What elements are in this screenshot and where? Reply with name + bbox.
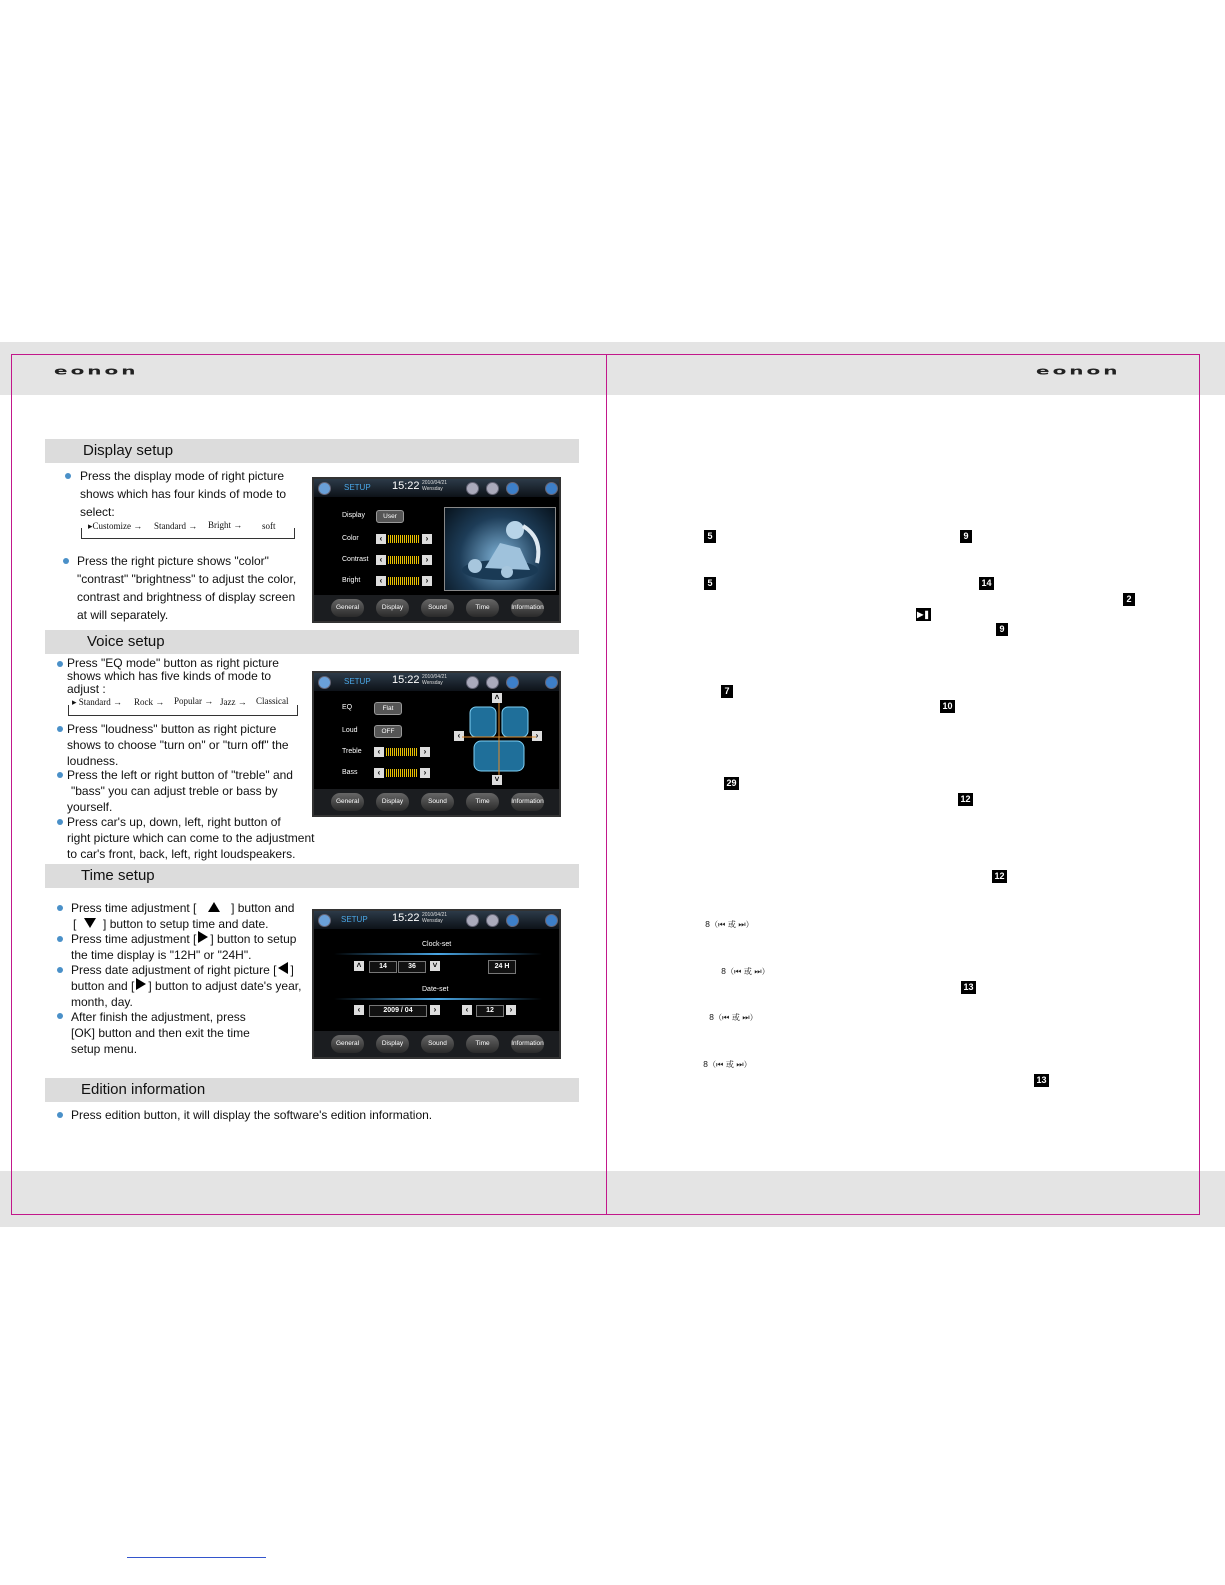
display-setup-screen <box>312 477 561 623</box>
voice-p1-l1: Press "EQ mode" button as right picture <box>67 656 279 670</box>
home-icon[interactable] <box>318 482 331 495</box>
level-bars <box>386 748 418 756</box>
tab-information[interactable]: Information <box>511 793 544 811</box>
home-icon[interactable] <box>318 914 331 927</box>
badge: 10 <box>940 700 955 713</box>
tab-general[interactable]: General <box>331 599 364 617</box>
card-icon[interactable] <box>486 676 499 689</box>
back-icon[interactable] <box>545 482 558 495</box>
right-arrow-icon[interactable]: › <box>422 555 432 565</box>
badge: 13 <box>1034 1074 1049 1087</box>
bass-row-label: Bass <box>342 769 358 776</box>
time-p1-l2: [ ] button to setup time and date. <box>73 917 269 931</box>
display-row-label: Display <box>342 512 365 519</box>
time-p3-l2: button and [ ] button to adjust date's year, <box>71 979 302 993</box>
badge: 9 <box>996 623 1008 636</box>
loud-row-label: Loud <box>342 727 358 734</box>
voice-p3-l3: yourself. <box>67 800 113 814</box>
time-p2-l1: Press time adjustment [ ] button to setup <box>71 932 297 946</box>
tab-general[interactable]: General <box>331 1035 364 1053</box>
voice-mode-0: ▸ Standard → <box>72 697 123 707</box>
hour-up-arrow-icon[interactable]: ˄ <box>354 961 364 971</box>
time-format-button[interactable]: 24 H <box>488 960 516 974</box>
time-setup-heading <box>45 864 579 888</box>
tab-display[interactable]: Display <box>376 599 409 617</box>
down-triangle-icon <box>84 918 96 928</box>
up-triangle-icon <box>208 902 220 912</box>
screen-setup-label: SETUP <box>341 915 368 924</box>
badge: 13 <box>961 981 976 994</box>
right-arrow-icon[interactable]: › <box>420 747 430 757</box>
tab-time[interactable]: Time <box>466 599 499 617</box>
voice-mode-3: Jazz → <box>220 697 247 707</box>
section-title: Edition information <box>81 1081 206 1098</box>
tab-time[interactable]: Time <box>466 1035 499 1053</box>
bullet-icon <box>57 772 63 778</box>
left-arrow-icon[interactable]: ‹ <box>376 534 386 544</box>
bass-slider[interactable] <box>374 768 430 778</box>
date-right-arrow-icon[interactable]: › <box>430 1005 440 1015</box>
level-bars <box>388 535 420 543</box>
screen-date: 2010/04/21 Wensday <box>422 912 448 924</box>
bullet-icon <box>57 819 63 825</box>
disc-icon[interactable] <box>466 482 479 495</box>
right-arrow-icon[interactable]: › <box>422 534 432 544</box>
badge: 7 <box>721 685 733 698</box>
clock-set-label: Clock-set <box>422 941 452 948</box>
voice-mode-4: Classical <box>256 696 289 706</box>
home-icon[interactable] <box>318 676 331 689</box>
section-title: Time setup <box>81 867 155 884</box>
bullet-icon <box>57 967 63 973</box>
voice-p2-l2: shows to choose "turn on" or "turn off" the <box>67 738 289 752</box>
color-row-label: Color <box>342 535 359 542</box>
tab-information[interactable]: Information <box>511 1035 544 1053</box>
date-left-arrow-icon[interactable]: ‹ <box>354 1005 364 1015</box>
sound-setup-screen <box>312 671 561 817</box>
edition-p1: Press edition button, it will display the software's edition information. <box>71 1108 433 1122</box>
contrast-row-label: Contrast <box>342 556 369 563</box>
bright-slider[interactable] <box>376 576 432 586</box>
date-set-label: Date-set <box>422 986 449 993</box>
eq-row-label: EQ <box>342 704 353 711</box>
voice-mode-2: Popular → <box>174 696 214 706</box>
bullet-icon <box>63 558 69 564</box>
card-icon[interactable] <box>486 482 499 495</box>
bullet-icon <box>57 661 63 667</box>
tab-information[interactable]: Information <box>511 599 544 617</box>
bullet-icon <box>57 905 63 911</box>
display-setup-heading <box>45 439 579 463</box>
voice-p3-l1: Press the left or right button of "treble" and <box>67 768 293 782</box>
bullet-icon <box>57 1112 63 1118</box>
time-p1-l1: Press time adjustment [ ] button and <box>71 901 295 915</box>
robot-illustration <box>445 508 555 590</box>
day-value: 12 <box>476 1005 504 1017</box>
display-mode-1: Standard → <box>154 521 198 531</box>
display-mode-0: ▸Customize → <box>88 521 143 531</box>
tab-general[interactable]: General <box>331 793 364 811</box>
screen-clock: 15:22 <box>392 480 420 492</box>
hour-value: 14 <box>369 961 397 973</box>
right-triangle-icon <box>136 978 146 990</box>
clock-divider <box>334 953 542 955</box>
level-bars <box>388 556 420 564</box>
badge: 9 <box>960 530 972 543</box>
minute-down-arrow-icon[interactable]: ˅ <box>430 961 440 971</box>
display-p2-l2: "contrast" "brightness" to adjust the color, <box>77 572 297 586</box>
badge: 2 <box>1123 593 1135 606</box>
right-arrow-icon[interactable]: › <box>422 576 432 586</box>
loudness-button[interactable]: OFF <box>374 725 402 738</box>
tab-sound[interactable]: Sound <box>421 793 454 811</box>
down-arrow-icon[interactable]: ˅ <box>492 775 502 785</box>
tab-display[interactable]: Display <box>376 793 409 811</box>
bullet-icon <box>57 726 63 732</box>
display-p2-l3: contrast and brightness of display screen <box>77 590 296 604</box>
minute-value: 36 <box>398 961 426 973</box>
tab-sound[interactable]: Sound <box>421 599 454 617</box>
year-month-value: 2009 / 04 <box>369 1005 427 1017</box>
tab-time[interactable]: Time <box>466 793 499 811</box>
badge: 5 <box>704 530 716 543</box>
tab-sound[interactable]: Sound <box>421 1035 454 1053</box>
brand-logo-right: eonon <box>1036 364 1121 378</box>
day-right-arrow-icon[interactable]: › <box>506 1005 516 1015</box>
disc-icon[interactable] <box>466 676 479 689</box>
car-seats-illustration <box>454 693 544 788</box>
level-bars <box>388 577 420 585</box>
display-mode-button[interactable]: User <box>376 510 404 523</box>
left-arrow-icon[interactable]: ‹ <box>376 576 386 586</box>
badge: 5 <box>704 577 716 590</box>
time-p4-l3: setup menu. <box>71 1042 138 1056</box>
footer-link-underline <box>127 1557 266 1558</box>
disc-icon[interactable] <box>466 914 479 927</box>
bullet-icon <box>57 1013 63 1019</box>
time-p4-l1: After finish the adjustment, press <box>71 1010 246 1024</box>
right-arrow-icon[interactable]: › <box>420 768 430 778</box>
contrast-slider[interactable] <box>376 555 432 565</box>
tab-display[interactable]: Display <box>376 1035 409 1053</box>
time-p2-l2: the time display is "12H" or "24H". <box>71 948 252 962</box>
screen-setup-label: SETUP <box>344 677 371 686</box>
play-pause-icon: ▶❚ <box>917 610 930 619</box>
time-p4-l2: [OK] button and then exit the time <box>71 1026 250 1040</box>
day-left-arrow-icon[interactable]: ‹ <box>462 1005 472 1015</box>
display-mode-2: Bright → <box>208 520 243 530</box>
treble-slider[interactable] <box>374 747 430 757</box>
bluetooth-icon[interactable] <box>506 914 519 927</box>
time-p3-l3: month, day. <box>71 995 133 1009</box>
bluetooth-icon[interactable] <box>506 482 519 495</box>
prev-next-note: 8（⏮ 或 ⏭） <box>703 1060 752 1069</box>
display-p1-l2: shows which has four kinds of mode to <box>80 487 287 501</box>
display-p1-l1: Press the display mode of right picture <box>80 469 285 483</box>
screen-date: 2010/04/21 Wensday <box>422 480 448 492</box>
section-title: Display setup <box>83 442 174 459</box>
prev-next-note: 8（⏮ 或 ⏭） <box>705 920 754 929</box>
speaker-balance-panel <box>454 693 544 788</box>
right-page-frame <box>606 354 1200 1215</box>
treble-row-label: Treble <box>342 748 362 755</box>
screen-setup-label: SETUP <box>344 483 371 492</box>
screen-date: 2010/04/21 Wensday <box>422 674 448 686</box>
prev-next-note: 8（⏮ 或 ⏭） <box>721 967 770 976</box>
edition-info-heading <box>45 1078 579 1102</box>
display-p1-l3: select: <box>80 505 115 519</box>
back-icon[interactable] <box>545 914 558 927</box>
color-slider[interactable] <box>376 534 432 544</box>
left-arrow-icon[interactable]: ‹ <box>374 768 384 778</box>
voice-p2-l3: loudness. <box>67 754 119 768</box>
display-p2-l4: at will separately. <box>77 608 169 622</box>
voice-p3-l2: "bass" you can adjust treble or bass by <box>71 784 278 798</box>
voice-setup-heading <box>45 630 579 654</box>
level-bars <box>386 769 418 777</box>
card-icon[interactable] <box>486 914 499 927</box>
back-icon[interactable] <box>545 676 558 689</box>
bullet-icon <box>57 936 63 942</box>
left-triangle-icon <box>278 962 288 974</box>
preview-image <box>444 507 556 591</box>
display-p2-l1: Press the right picture shows "color" <box>77 554 269 568</box>
right-triangle-icon <box>198 931 208 943</box>
voice-p4-l1: Press car's up, down, left, right button of <box>67 815 281 829</box>
voice-mode-1: Rock → <box>134 697 165 707</box>
left-arrow-icon[interactable]: ‹ <box>454 731 464 741</box>
badge: 12 <box>992 870 1007 883</box>
screen-clock: 15:22 <box>392 912 420 924</box>
date-divider <box>334 998 542 1000</box>
voice-p1-l2: shows which has five kinds of mode to <box>67 669 272 683</box>
voice-p2-l1: Press "loudness" button as right picture <box>67 722 277 736</box>
up-arrow-icon[interactable]: ˄ <box>492 693 502 703</box>
right-arrow-icon[interactable]: › <box>532 731 542 741</box>
bluetooth-icon[interactable] <box>506 676 519 689</box>
display-mode-3: soft <box>262 521 276 531</box>
left-arrow-icon[interactable]: ‹ <box>374 747 384 757</box>
voice-p4-l2: right picture which can come to the adjustment <box>67 831 315 845</box>
voice-p4-l3: to car's front, back, left, right loudspeakers. <box>67 847 296 861</box>
section-title: Voice setup <box>87 633 165 650</box>
time-p3-l1: Press date adjustment of right picture [ ] <box>71 963 294 977</box>
time-setup-screen <box>312 909 561 1059</box>
prev-next-note: 8（⏮ 或 ⏭） <box>709 1013 758 1022</box>
brand-logo-left: eonon <box>54 364 139 378</box>
voice-p1-l3: adjust : <box>67 682 106 696</box>
badge: 29 <box>724 777 739 790</box>
badge: 14 <box>979 577 994 590</box>
bullet-icon <box>65 473 71 479</box>
bright-row-label: Bright <box>342 577 361 584</box>
badge: 12 <box>958 793 973 806</box>
left-arrow-icon[interactable]: ‹ <box>376 555 386 565</box>
screen-clock: 15:22 <box>392 674 420 686</box>
eq-mode-button[interactable]: Flat <box>374 702 402 715</box>
